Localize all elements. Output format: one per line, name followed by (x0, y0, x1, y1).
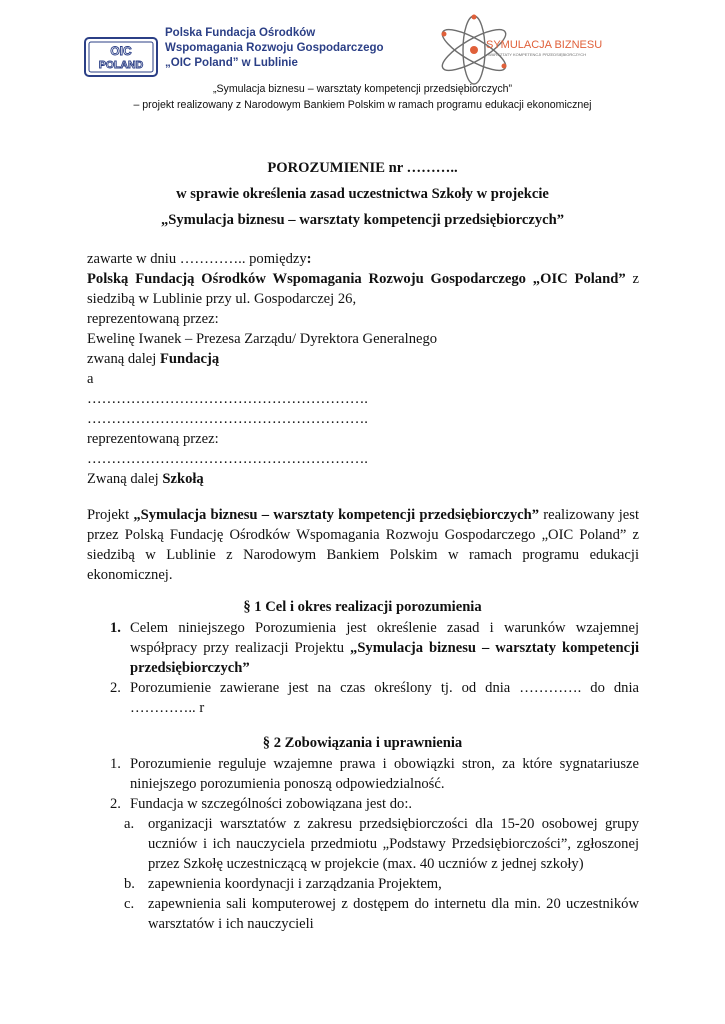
school-alias-text: Zwaną dalej (87, 471, 163, 487)
section-1-heading: § 1 Cel i okres realizacji porozumienia (243, 599, 482, 615)
conjunction-a: a (87, 371, 94, 387)
foundation-representative: Ewelinę Iwanek – Prezesa Zarządu/ Dyrektora Generalnego (87, 331, 438, 347)
project-subtitle-line-1: „Symulacja biznesu – warsztaty kompetencji przedsiębiorczych” (212, 83, 513, 95)
section-1-item-1-line-1: Celem niniejszego Porozumienia jest określenie zasad i warunków wzajemnej (130, 620, 639, 636)
section-2-item-2a-line-1: organizacji warsztatów z zakresu przedsiębiorczości dla 15-20 osobowej grupy (148, 816, 639, 832)
section-2-item-2-line-1: Fundacja w szczególności zobowiązana jest do:. (130, 796, 413, 812)
section-2-item-1-line-1: Porozumienie reguluje wzajemne prawa i obowiązki stron, za które sygnatariusze (130, 756, 639, 772)
org-line-1: Polska Fundacja Ośrodków (165, 27, 316, 39)
project-subtitle-line-2: – projekt realizowany z Narodowym Bankiem Polskim w ramach programu edukacji ekonomicznej (133, 99, 592, 111)
section-1-item-2-line-2: ………….. r (130, 700, 205, 716)
project-paragraph-line-1 (87, 505, 639, 525)
section-2-item-1-number: 1. (110, 756, 121, 772)
project-paragraph-title: „Symulacja biznesu – warsztaty kompetencji przedsiębiorczych” (133, 507, 540, 523)
section-1-item-1-line-2 (130, 638, 639, 658)
parties-intro (87, 249, 312, 269)
section-2-item-2b-line-1: zapewnienia koordynacji i zarządzania Projektem, (148, 876, 442, 892)
foundation-address: siedzibą w Lublinie przy ul. Gospodarczej 26, (87, 291, 357, 307)
project-paragraph-line-2: przez Polską Fundację Ośrodków Wspomagania Rozwoju Gospodarczego „OIC Poland” z (87, 527, 639, 543)
item-1-line-2-project: „Symulacja biznesu – warsztaty kompetencji (350, 640, 639, 656)
section-2-item-2a-line-3: przez Szkołę uczestniczącą w projekcie (max. 40 uczniów z jednej szkoły) (148, 856, 584, 872)
section-1-item-2 (130, 678, 639, 718)
foundation-alias (87, 349, 219, 369)
oic-logo-text-top: OIC (110, 44, 132, 58)
org-line-2: Wspomagania Rozwoju Gospodarczego (165, 42, 384, 54)
atom-core-icon (470, 46, 478, 54)
school-alias (87, 469, 204, 489)
school-represented-by: reprezentowaną przez: (87, 431, 219, 447)
school-alias-name: Szkołą (162, 471, 204, 487)
section-1-item-2-number: 2. (110, 680, 121, 696)
foundation-alias-name: Fundacją (159, 351, 220, 367)
school-representative-blank: …………………………………………………. (87, 451, 368, 467)
section-2-item-1-line-2: niniejszego porozumienia ponoszą odpowiedzialność. (130, 776, 445, 792)
organization-name (165, 26, 384, 71)
item-1-line-2-text: współpracy przy realizacji Projektu (130, 640, 351, 656)
project-paragraph-line-3: siedzibą w Lublinie z Narodowym Bankiem Polskim w ramach programu edukacji (87, 547, 639, 563)
org-line-3: „OIC Poland” w Lublinie (165, 57, 298, 69)
section-2-item-2b (148, 874, 639, 894)
project-paragraph-suffix: realizowany jest (539, 507, 640, 523)
agreement-subject: w sprawie określenia zasad uczestnictwa Szkoły w projekcie (176, 186, 549, 202)
section-2-item-2c (148, 894, 639, 934)
section-1-item-1-line-3: przedsiębiorczych” (130, 660, 250, 676)
oic-poland-logo (84, 36, 158, 78)
project-paragraph-prefix: Projekt (87, 507, 134, 523)
section-2-item-2c-letter: c. (124, 896, 135, 912)
section-2-item-2 (130, 794, 639, 814)
section-1-item-2-line-1: Porozumienie zawierane jest na czas określony tj. od dnia …………. do dnia (130, 680, 639, 696)
foundation-name-line (87, 269, 639, 289)
foundation-name: Polską Fundacją Ośrodków Wspomagania Rozwoju Gospodarczego „OIC Poland” (87, 271, 626, 287)
agreement-title: POROZUMIENIE nr ……….. (267, 160, 458, 176)
section-1-item-1 (130, 618, 639, 678)
section-2-item-2a (148, 814, 639, 874)
oic-logo-text-bottom: POLAND (98, 59, 144, 71)
letterhead (0, 0, 725, 118)
school-name-blank-1: …………………………………………………. (87, 391, 368, 407)
parties-intro-colon: : (306, 251, 312, 267)
sb-logo-subtitle: WARSZTATY KOMPETENCJI PRZEDSIĘBIORCZYCH (488, 52, 587, 57)
agreement-project-name: „Symulacja biznesu – warsztaty kompetencji przedsiębiorczych” (160, 212, 565, 228)
section-2-item-2a-letter: a. (124, 816, 135, 832)
section-1-item-1-number: 1. (110, 620, 121, 636)
section-2-item-2-number: 2. (110, 796, 121, 812)
parties-intro-text: zawarte w dniu ………….. pomiędzy (87, 251, 307, 267)
section-2-heading: § 2 Zobowiązania i uprawnienia (262, 735, 463, 751)
section-2-item-2a-line-2: uczniów i ich nauczyciela przedmiotu „Podstawy Przedsiębiorczości”, zgłoszonej (148, 836, 639, 852)
sb-logo-title: SYMULACJA BIZNESU (486, 39, 602, 51)
foundation-represented-by: reprezentowaną przez: (87, 311, 219, 327)
section-2-item-2c-line-2: warsztatów i ich nauczycieli (148, 916, 314, 932)
section-2-item-2c-line-1: zapewnienia sali komputerowej z dostępem do internetu dla min. 20 uczestników (148, 896, 639, 912)
foundation-alias-text: zwaną dalej (87, 351, 160, 367)
foundation-name-continuation: z (632, 271, 639, 287)
section-2-item-1 (130, 754, 639, 794)
project-paragraph-line-4: ekonomicznej. (87, 567, 173, 583)
school-name-blank-2: …………………………………………………. (87, 411, 368, 427)
symulacja-biznesu-logo (432, 14, 602, 86)
section-2-item-2b-letter: b. (124, 876, 135, 892)
